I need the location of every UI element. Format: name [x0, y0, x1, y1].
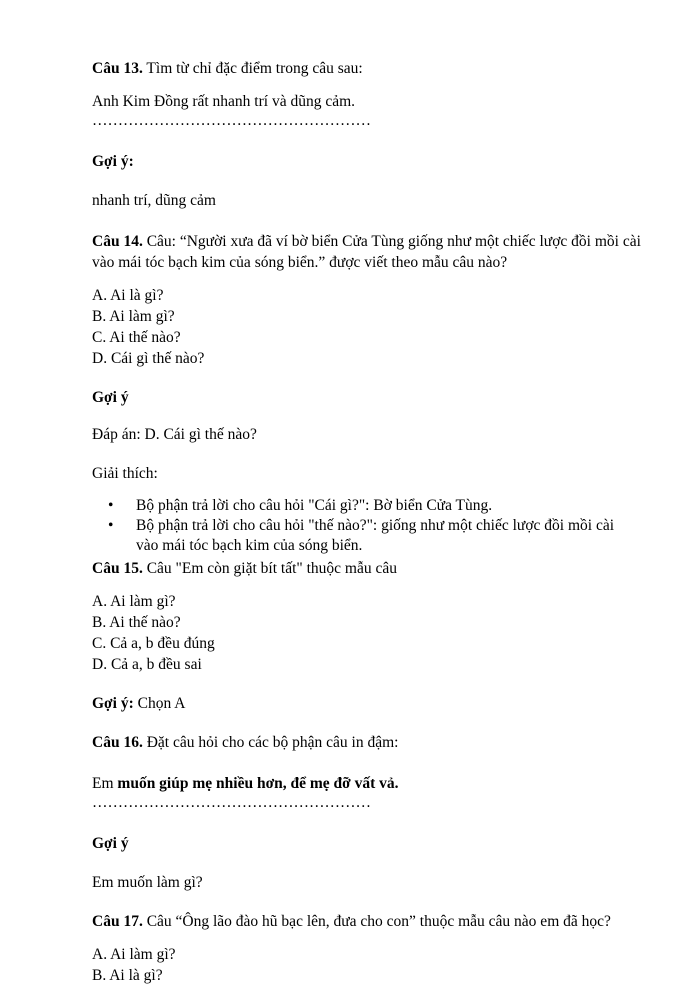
- q17-question: [92, 911, 652, 932]
- q15-hint: [92, 693, 652, 714]
- q14-text: Câu: “Người xưa đã ví bờ biển Cửa Tùng giống như một chiếc lược đồi mồi cài vào mái tóc bạch kim của sóng biển.” được viết theo mẫu câu nào?: [92, 233, 641, 271]
- q14-option-d: D. Cái gì thế nào?: [92, 350, 205, 367]
- q16-text: Đặt câu hỏi cho các bộ phận câu in đậm:: [142, 734, 399, 751]
- q16-sentence-start: Em: [92, 775, 118, 792]
- q14-options: [92, 285, 652, 369]
- q15-option-c: C. Cả a, b đều đúng: [92, 635, 215, 652]
- q14-hint-label-text: Gợi ý: [92, 389, 129, 406]
- q16-sentence-bold: muốn giúp mẹ nhiều hơn, để mẹ đỡ vất vả.: [117, 775, 399, 792]
- q15-option-d: D. Cả a, b đều sai: [92, 656, 202, 673]
- q15-label: Câu 15.: [92, 560, 143, 577]
- q13-question: [92, 58, 652, 79]
- q16-hint-label-text: Gợi ý: [92, 835, 129, 852]
- q17-option-a: A. Ai làm gì?: [92, 946, 176, 963]
- q13-sentence: Anh Kim Đồng rất nhanh trí và dũng cảm.: [92, 93, 356, 110]
- document-page: [92, 58, 652, 986]
- q14-explain-label: Giải thích:: [92, 465, 158, 482]
- q16-hint: Em muốn làm gì?: [92, 874, 203, 891]
- q15-text: Câu "Em còn giặt bít tất" thuộc mẫu câu: [142, 560, 397, 577]
- q14-answer: Đáp án: D. Cái gì thế nào?: [92, 426, 257, 443]
- q15-options: [92, 591, 652, 675]
- q13-text: Tìm từ chỉ đặc điểm trong câu sau:: [142, 60, 363, 77]
- q14-bullet-2: • Bộ phận trả lời cho câu hỏi "thế nào?": giống như một chiếc lược đồi mồi cài vào mái tóc bạch kim của sóng biển.: [136, 516, 652, 556]
- q17-option-b: B. Ai là gì?: [92, 967, 163, 984]
- q17-options: [92, 944, 652, 986]
- q13-label: Câu 13.: [92, 60, 143, 77]
- q14-option-b: B. Ai làm gì?: [92, 308, 175, 325]
- q14-option-c: C. Ai thế nào?: [92, 329, 181, 346]
- q15-option-a: A. Ai làm gì?: [92, 593, 176, 610]
- q13-hint-label: [92, 151, 652, 172]
- q16-hint-label: [92, 833, 652, 854]
- q17-text: Câu “Ông lão đào hũ bạc lên, đưa cho con” thuộc mẫu câu nào em đã học?: [142, 913, 611, 930]
- q15-question: [92, 558, 652, 579]
- q14-question: [92, 231, 652, 273]
- q13-hint: nhanh trí, dũng cảm: [92, 192, 216, 209]
- q14-label: Câu 14.: [92, 233, 143, 250]
- q16-question: [92, 732, 652, 753]
- q13-dots: ………………………………………………: [92, 112, 371, 129]
- q15-option-b: B. Ai thế nào?: [92, 614, 181, 631]
- q16-label: Câu 16.: [92, 734, 143, 751]
- q14-bullet-1: • Bộ phận trả lời cho câu hỏi "Cái gì?": Bờ biển Cửa Tùng.: [136, 496, 652, 516]
- q15-hint-text: Chọn A: [133, 695, 186, 712]
- q16-dots: ………………………………………………: [92, 794, 371, 811]
- q13-hint-label-text: Gợi ý:: [92, 153, 134, 170]
- q17-label: Câu 17.: [92, 913, 143, 930]
- q14-hint-label: [92, 387, 652, 408]
- q14-explain-list: [92, 496, 652, 556]
- q16-sentence: [92, 773, 652, 794]
- q15-hint-label: Gợi ý:: [92, 695, 134, 712]
- q14-option-a: A. Ai là gì?: [92, 287, 164, 304]
